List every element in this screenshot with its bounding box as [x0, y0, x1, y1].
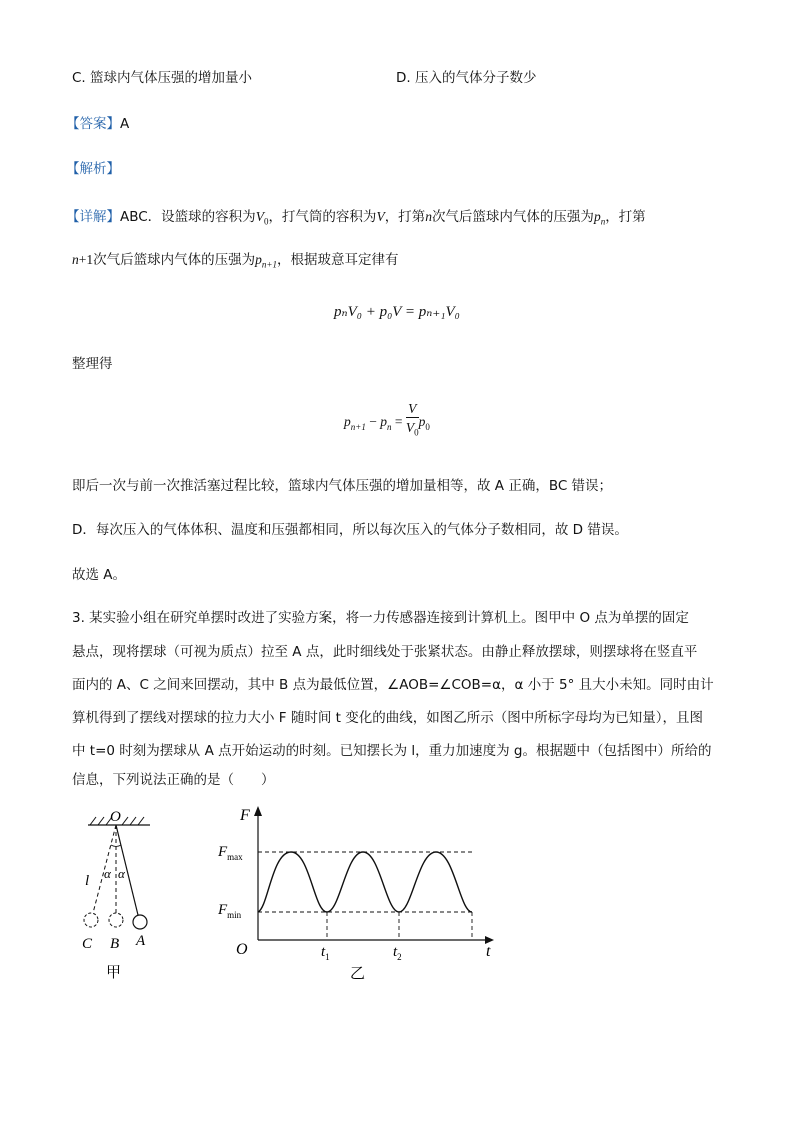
symbol-v0-sub: 0 [263, 216, 269, 227]
q3-line: 信息，下列说法正确的是（ ） [72, 772, 275, 788]
eq2-denominator [406, 418, 419, 443]
force-curve [258, 852, 472, 912]
label-l: l [85, 873, 90, 889]
eq2-sub: n [386, 421, 392, 432]
ball-a [133, 915, 147, 929]
final-choice: 故选 A。 [72, 567, 127, 583]
eq2-p: p [380, 414, 387, 429]
option-d: D. 压入的气体分子数少 [396, 70, 537, 86]
q3-line: 算机得到了摆线对摆球的拉力大小 F 随时间 t 变化的曲线，如图乙所示（图中所标字母均为已知量），且图 [72, 710, 703, 726]
option-c: C. 篮球内气体压强的增加量小 [72, 70, 253, 86]
conclusion-2: D．每次压入的气体体积、温度和压强都相同，所以每次压入的气体分子数相同，故 D 错误。 [72, 522, 628, 538]
detail-line-2 [72, 248, 398, 270]
eq2-sub: 0 [425, 421, 430, 432]
eq2-den-sub: 0 [414, 427, 419, 438]
symbol-plus-one: +1 [78, 252, 94, 267]
symbol-pn-sub: n [600, 216, 606, 227]
caption-yi: 乙 [350, 964, 366, 982]
label-t1: $t_1$ [321, 944, 330, 962]
q3-line: 中 t=0 时刻为摆球从 A 点开始运动的时刻。已知摆长为 l，重力加速度为 g。根据题中（包括图中）所给的 [72, 743, 712, 759]
label-t: t [486, 943, 491, 960]
eq2-p: p [344, 414, 351, 429]
q3-line: 悬点，现将摆球（可视为质点）拉至 A 点，此时细线处于张紧状态。由静止释放摆球，则摆球将在竖直平 [72, 644, 698, 660]
label-b: B [110, 936, 120, 952]
label-a: A [136, 933, 146, 949]
detail-text: ，打气筒的容积为 [268, 209, 377, 225]
q3-line: 3. 某实验小组在研究单摆时改进了实验方案，将一力传感器连接到计算机上。图甲中 O 点为单摆的固定 [72, 610, 689, 626]
label-alpha-left: α [104, 866, 111, 881]
eq2-equals: = [391, 414, 406, 429]
conclusion-1: 即后一次与前一次推活塞过程比较，篮球内气体压强的增加量相等，故 A 正确，BC 错误； [72, 478, 613, 494]
label-o: O [110, 809, 121, 825]
rearrange-label: 整理得 [72, 356, 113, 372]
detail-text: ，打第 [384, 209, 426, 225]
detail-text: ABC．设篮球的容积为 [120, 209, 256, 225]
ball-b [109, 913, 123, 927]
label-fmin: $F_{min}$ [218, 902, 242, 920]
eq2-den-v: V [405, 420, 415, 435]
equation-boyle: pₙV₀ + p₀V = pₙ₊₁V₀ [334, 304, 460, 320]
detail-text: ，打第 [605, 209, 646, 225]
label-t2: $t_2$ [393, 944, 402, 962]
answer-line [66, 112, 129, 132]
eq2-sub: n+1 [350, 421, 366, 432]
label-f: F [240, 807, 250, 824]
symbol-pn: p [593, 209, 601, 224]
q3-line: 面内的 A、C 之间来回摆动，其中 B 点为最低位置，∠AOB=∠COB=α，α 小于 5° 且大小未知。同时由计 [72, 677, 714, 693]
eq2-p0: p [418, 414, 426, 429]
detail-tag: 【详解】 [66, 209, 120, 225]
analysis-tag: 【解析】 [66, 161, 120, 177]
answer-value: A [120, 116, 130, 132]
detail-text: 次气后篮球内气体的压强为 [93, 252, 256, 268]
label-alpha-right: α [118, 866, 125, 881]
answer-tag: 【答案】 [66, 116, 120, 132]
detail-text: ，根据玻意耳定律有 [276, 252, 399, 268]
symbol-v: V [376, 209, 385, 224]
eq2-fraction [406, 400, 419, 443]
symbol-pn1: p [255, 252, 262, 267]
detail-line-1 [66, 205, 646, 227]
eq2-numerator: V [406, 400, 419, 418]
eq2-minus: − [365, 414, 381, 429]
f-axis-arrow-icon [254, 806, 262, 816]
label-c: C [82, 936, 93, 952]
symbol-pn1-sub: n+1 [261, 259, 277, 270]
symbol-v0: V [255, 209, 264, 224]
symbol-n: n [72, 252, 79, 267]
label-fmax: $F_{max}$ [218, 844, 243, 862]
symbol-n: n [425, 209, 432, 224]
force-time-graph [210, 800, 510, 985]
caption-jia: 甲 [106, 963, 122, 981]
equation-pressure-increment [344, 400, 430, 444]
pendulum-diagram [80, 805, 170, 985]
detail-text: 次气后篮球内气体的压强为 [431, 209, 594, 225]
label-origin: O [236, 941, 248, 958]
ball-c [84, 913, 98, 927]
